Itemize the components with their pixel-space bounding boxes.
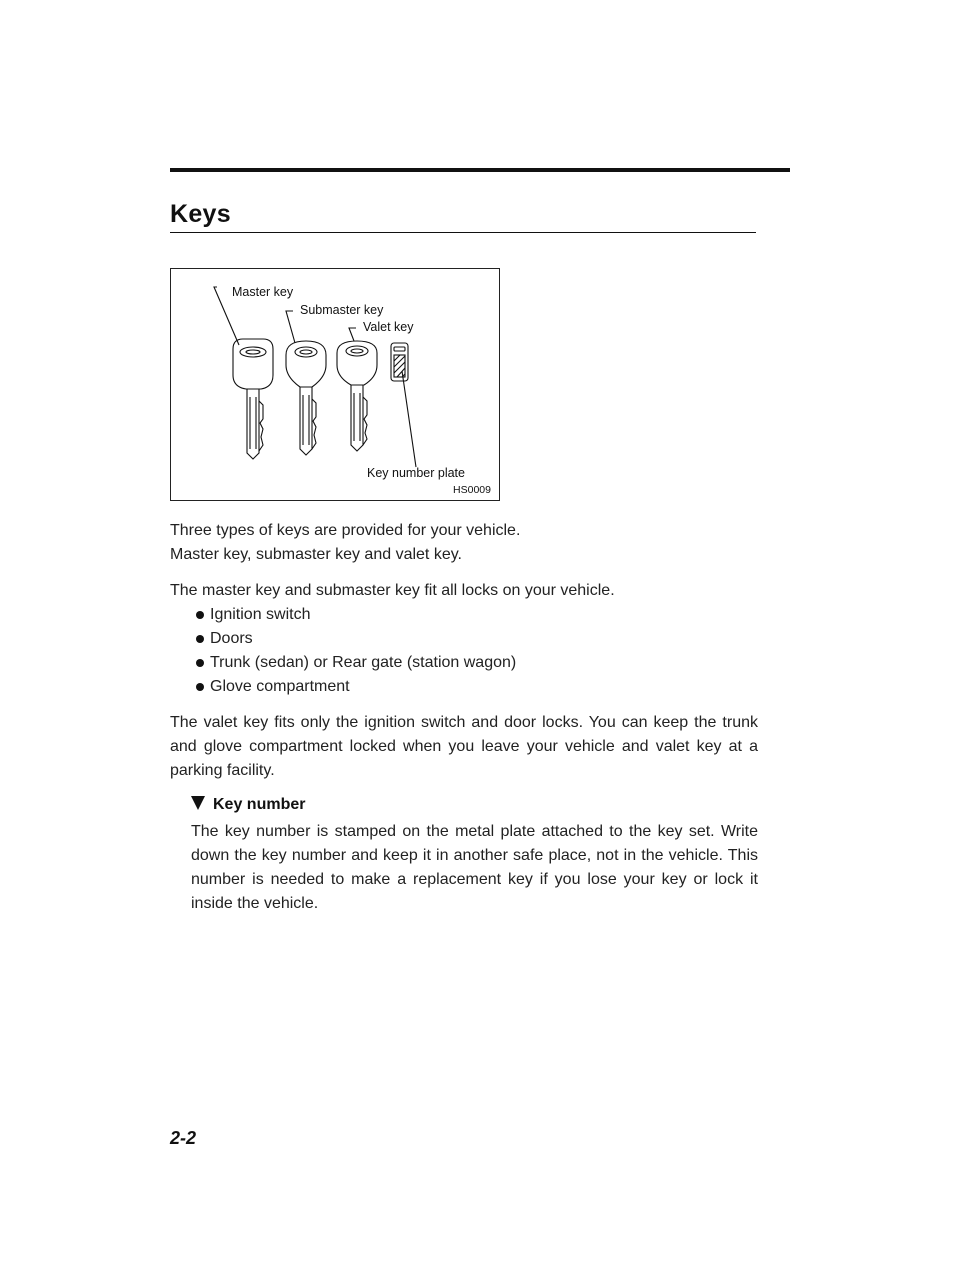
triangle-down-icon: [191, 796, 205, 810]
title-rule: [170, 232, 756, 233]
page-number: 2-2: [170, 1128, 197, 1148]
bullet-icon: [196, 659, 204, 667]
submaster-key-leader: [286, 311, 295, 343]
top-rule: [170, 168, 790, 172]
plate-leader: [402, 371, 416, 467]
key-number-plate-icon: [391, 343, 408, 381]
locks-intro: The master key and submaster key fit all locks on your vehicle.: [170, 582, 615, 599]
bullet-icon: [196, 611, 204, 619]
key-number-plate-label: Key number plate: [367, 466, 465, 480]
valet-key-label: Valet key: [363, 320, 414, 334]
bullet-icon: [196, 635, 204, 643]
key-number-paragraph: The key number is stamped on the metal plate attached to the key set. Write down the key number and keep it in another safe place, not in the vehicle. This number is needed to make a replacement key if you lose your key or lock it inside the vehicle.: [191, 823, 758, 912]
master-key-icon: [233, 339, 273, 459]
list-item: Glove compartment: [170, 675, 758, 699]
keys-illustration: [170, 268, 500, 501]
master-key-label: Master key: [232, 285, 294, 299]
intro-line-1: Three types of keys are provided for your vehicle.: [170, 522, 521, 539]
intro-paragraph: [170, 519, 758, 567]
list-item: Ignition switch: [170, 603, 758, 627]
valet-key-icon: [337, 341, 377, 451]
locks-paragraph: [170, 579, 758, 699]
list-item: Doors: [170, 627, 758, 651]
submaster-key-label: Submaster key: [300, 303, 384, 317]
valet-key-leader: [349, 328, 356, 341]
locks-list: [170, 603, 758, 699]
valet-key-paragraph: The valet key fits only the ignition switch and door locks. You can keep the trunk and glove compartment locked when you leave your vehicle and valet key at a parking facility.: [170, 714, 758, 779]
list-item: Trunk (sedan) or Rear gate (station wagon): [170, 651, 758, 675]
intro-line-2: Master key, submaster key and valet key.: [170, 546, 462, 563]
bullet-icon: [196, 683, 204, 691]
submaster-key-icon: [286, 341, 326, 455]
figure-code: HS0009: [453, 484, 491, 496]
key-number-heading: Key number: [191, 796, 305, 814]
section-title: Keys: [170, 200, 231, 228]
